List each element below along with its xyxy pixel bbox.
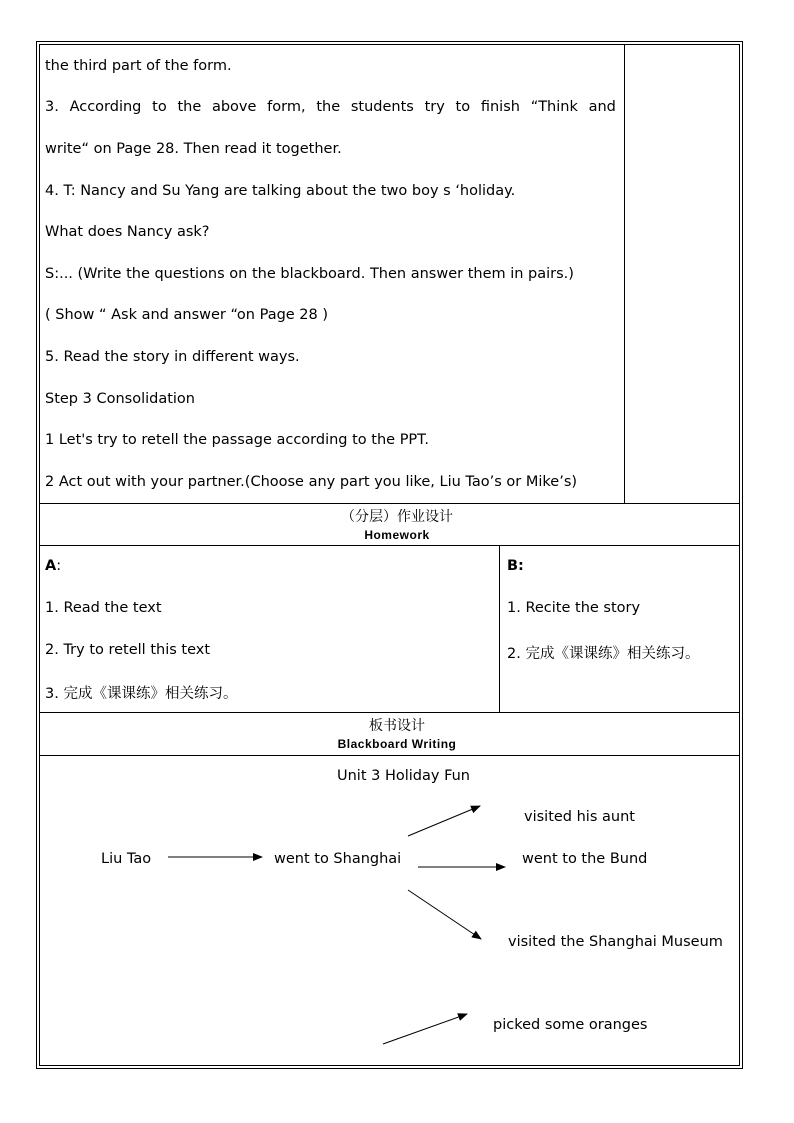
outer-border-top [36,41,743,42]
inner-border-right [739,44,740,1066]
arrow-to-branch-1 [408,806,480,836]
step-line-2-word: to [152,99,167,115]
blackboard-branch-2: went to the Bund [522,851,648,867]
step-line-1: the third part of the form. [45,58,232,74]
homework-a-item-2: 2. Try to retell this text [45,642,211,658]
right-column-divider [624,44,625,503]
step-line-7: ( Show “ Ask and answer “on Page 28 ) [45,307,329,323]
homework-title-cn: （分层）作业设计 [341,509,453,525]
outer-border-right [742,41,743,1069]
outer-border-bottom [36,1068,743,1069]
step-line-2-word: 3. [45,99,59,115]
step-line-2 [45,99,616,115]
step-line-3: write“ on Page 28. Then read it together. [45,141,342,157]
homework-a-colon: : [56,558,62,574]
arrow-to-branch-4 [383,1014,467,1044]
step-line-2-word: finish [480,99,520,115]
homework-a-item-1: 1. Read the text [45,600,162,616]
blackboard-main-event: went to Shanghai [274,851,402,867]
step-line-2-word: the [177,99,202,115]
homework-title-en: Homework [364,528,430,542]
step-line-2-word: students [350,99,414,115]
step-line-5: What does Nancy ask? [45,224,210,240]
step-line-6: S:... (Write the questions on the blackboard. Then answer them in pairs.) [45,266,574,282]
step-line-2-word: form, [267,99,306,115]
row-divider-blackboard-top [39,712,740,713]
homework-a-label [45,558,61,574]
step-line-11: 2 Act out with your partner.(Choose any part you like, Liu Tao’s or Mike’s) [45,474,578,490]
step-line-2-word: above [211,99,257,115]
blackboard-title-en: Blackboard Writing [337,737,457,751]
inner-border-top [39,44,740,45]
step-line-2-word: to [455,99,471,115]
row-divider-homework-header [39,545,740,546]
blackboard-title-cn: 板书设计 [369,718,425,734]
blackboard-branch-4: picked some oranges [493,1017,648,1033]
inner-border-left [39,44,40,1066]
homework-a-letter: A [45,558,57,574]
blackboard-unit-title: Unit 3 Holiday Fun [337,768,470,784]
step-line-2-word: “Think [530,99,578,115]
step-line-2-word: and [588,99,616,115]
homework-a-item-3: 3. 完成《课课练》相关练习。 [45,686,238,702]
homework-b-item-1: 1. Recite the story [507,600,641,616]
blackboard-branch-3: visited the Shanghai Museum [508,934,723,950]
blackboard-subject: Liu Tao [101,851,152,867]
arrow-to-branch-3 [408,890,481,939]
row-divider-homework-top [39,503,740,504]
blackboard-branch-1: visited his aunt [524,809,635,825]
step-line-4: 4. T: Nancy and Su Yang are talking about the two boy s ‘holiday. [45,183,516,199]
step-line-2-word: try [424,99,445,115]
row-divider-blackboard-header [39,755,740,756]
step-line-10: 1 Let's try to retell the passage according to the PPT. [45,432,429,448]
inner-border-bottom [39,1065,740,1066]
homework-b-item-2: 2. 完成《课课练》相关练习。 [507,646,700,662]
outer-border-left [36,41,37,1069]
step-heading-consolidation: Step 3 Consolidation [45,391,195,407]
homework-column-divider [499,545,500,712]
step-line-2-word: the [316,99,341,115]
homework-b-label: B: [507,558,524,574]
step-line-8: 5. Read the story in different ways. [45,349,300,365]
step-line-2-word: According [69,99,142,115]
